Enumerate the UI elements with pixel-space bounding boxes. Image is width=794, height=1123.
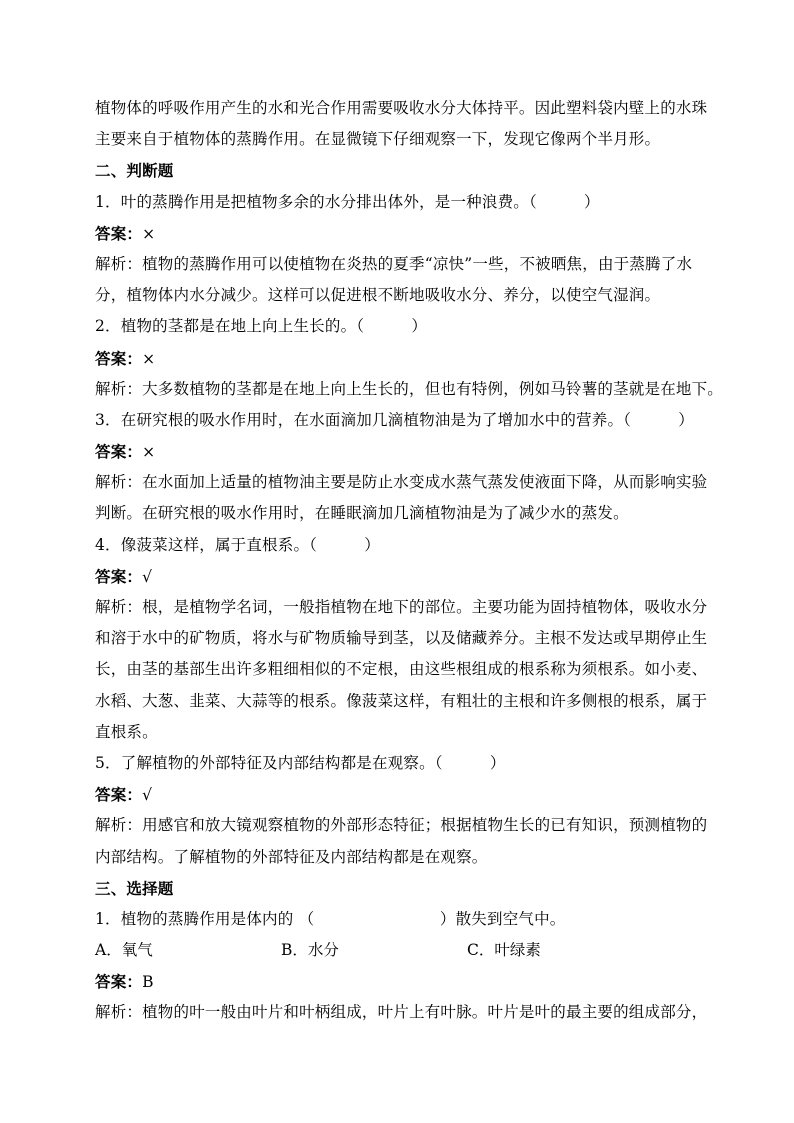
question-text: 4．像菠菜这样，属于直根系。（ ） [95,535,380,554]
option-b: B．水分 [281,941,339,960]
answer-value: × [142,349,156,368]
analysis-line: 解析：植物的叶一般由叶片和叶柄组成，叶片上有叶脉。叶片是叶的最主要的组成部分， [95,1003,708,1022]
answer-label: 答案： [95,223,143,243]
options-row [95,935,725,966]
answer-line [95,966,725,997]
answer-label: 答案： [95,566,143,586]
analysis-line: 解析：大多数植物的茎都是在地上向上生长的，但也有特例，例如马铃薯的茎就是在地下。 [95,379,724,398]
answer-line [95,218,725,249]
analysis-line: 解析：根，是植物学名词，一般指植物在地下的部位。主要功能为固持植物体，吸收水分 [95,598,708,616]
answer-value: √ [142,786,153,805]
answer-value: B [142,973,154,992]
answer-line [95,779,725,810]
answer-value: × [142,443,156,462]
analysis-line: 水稻、大葱、韭菜、大蒜等的根系。像菠菜这样，有粗壮的主根和许多侧根的根系，属于 [95,691,708,710]
analysis-line: 解析：植物的蒸腾作用可以使植物在炎热的夏季“凉快”一些，不被晒焦，由于蒸腾了水 [95,254,693,273]
option-a: A．氧气 [95,941,153,960]
analysis-line: 和溶于水中的矿物质，将水与矿物质输导到茎，以及储藏养分。主根不发达或早期停止生 [95,629,708,648]
document-page [95,93,725,1029]
intro-line-1: 植物体的呼吸作用产生的水和光合作用需要吸收水分大体持平。因此塑料袋内壁上的水珠 [95,99,708,117]
answer-line [95,561,725,592]
section-heading-choice: 三、选择题 [95,878,174,898]
analysis-line: 长，由茎的基部生出许多粗细相似的不定根，由这些根组成的根系称为须根系。如小麦、 [95,660,708,679]
answer-label: 答案： [95,972,143,992]
answer-label: 答案： [95,348,143,368]
question-text: 1．植物的蒸腾作用是体内的 （ ）散失到空气中。 [95,909,566,928]
analysis-line: 判断。在研究根的吸水作用时，在睡眠滴加几滴植物油是为了减少水的蒸发。 [95,504,629,523]
section-heading-judgement: 二、判断题 [95,161,174,181]
analysis-line: 解析：用感官和放大镜观察植物的外部形态特征；根据植物生长的已有知识，预测植物的 [95,816,708,835]
intro-line-2: 主要来自于植物体的蒸腾作用。在显微镜下仔细观察一下，发现它像两个半月形。 [95,130,661,149]
analysis-line: 解析：在水面加上适量的植物油主要是防止水变成水蒸气蒸发使液面下降，从而影响实验 [95,473,708,492]
answer-label: 答案： [95,442,143,462]
question-text: 5．了解植物的外部特征及内部结构都是在观察。（ ） [95,753,506,772]
question-text: 1．叶的蒸腾作用是把植物多余的水分排出体外，是一种浪费。（ ） [95,192,600,211]
question-text: 2．植物的茎都是在地上向上生长的。（ ） [95,317,428,336]
analysis-line: 内部结构。了解植物的外部特征及内部结构都是在观察。 [95,847,488,866]
answer-line [95,436,725,467]
answer-line [95,343,725,374]
question-text: 3．在研究根的吸水作用时，在水面滴加几滴植物油是为了增加水中的营养。（ ） [95,410,694,429]
answer-value: × [142,224,156,243]
answer-label: 答案： [95,785,143,805]
answer-value: √ [142,567,153,586]
analysis-line: 分，植物体内水分减少。这样可以促进根不断地吸收水分、养分，以使空气湿润。 [95,286,661,305]
analysis-line: 直根系。 [95,722,158,741]
option-c: C．叶绿素 [467,941,541,960]
